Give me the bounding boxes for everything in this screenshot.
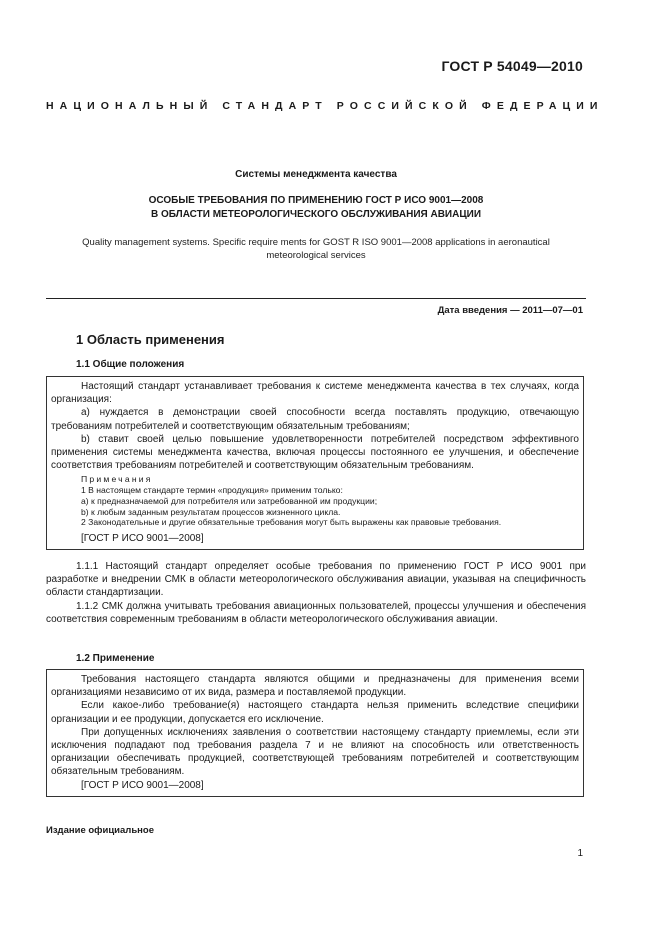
section-1-1-heading: 1.1 Общие положения [76,359,185,370]
title-en-line-1: Quality management systems. Specific require ments for GOST R ISO 9001—2008 applications in aeronautical [82,237,550,248]
note-line: 2 Законодательные и другие обязательные требования могут быть выражены как правовые требования. [81,517,502,528]
header-rule [46,298,586,299]
quote-box-1-1 [46,376,584,550]
box-paragraph: Требования настоящего стандарта являются общими и предназначены для применения всеми организациями независимо от их вида, размера и поставляемой продукции. [51,674,579,699]
note-line: b) к любым заданным результатам процессов жизненного цикла. [81,506,341,517]
section-1-heading: 1 Область применения [76,332,225,347]
document-subtitle: Системы менеджмента качества [235,169,397,180]
title-line-1: ОСОБЫЕ ТРЕБОВАНИЯ ПО ПРИМЕНЕНИЮ ГОСТ Р ИСО 9001—2008 [148,195,484,206]
national-standard-banner: НАЦИОНАЛЬНЫЙ СТАНДАРТ РОССИЙСКОЙ ФЕДЕРАЦИИ [46,100,604,112]
title-line-2: В ОБЛАСТИ МЕТЕОРОЛОГИЧЕСКОГО ОБСЛУЖИВАНИЯ АВИАЦИИ [150,209,482,220]
notes-label: Примечания [81,474,153,485]
official-edition-label: Издание официальное [46,825,154,836]
note-line: 1 В настоящем стандарте термин «продукция» применим только: [81,485,343,496]
box-paragraph: Если какое-либо требование(я) настоящего стандарта нельзя применить вследствие специфики организации и ее продукции, допускается его исключение. [51,700,579,725]
quote-box-1-2 [46,669,584,797]
page-number: 1 [577,848,583,859]
note-line: а) к предназначаемой для потребителя или затребованной им продукции; [81,496,378,507]
document-title-english [46,236,586,262]
clause-1-1-2: 1.1.2 СМК должна учитывать требования авиационных пользователей, процессы улучшения и обеспечения соответствия современным требованиям в области метеорологического обслуживания авиации. [46,600,586,625]
title-en-line-2: meteorological services [266,250,366,261]
section-1-2-heading: 1.2 Применение [76,653,155,664]
section-1-1-body [46,560,586,626]
box-paragraph: b) ставит своей целью повышение удовлетворенности потребителей посредством эффективного применения системы менеджмента качества, включая процессы постоянного ее улучшения, и обеспечение соответствия требованиям потребителей и соответствующим обязательным требованиям. [51,433,579,472]
box-reference: [ГОСТ Р ИСО 9001—2008] [81,532,204,544]
introduction-date: Дата введения — 2011—07—01 [437,305,583,316]
box-reference: [ГОСТ Р ИСО 9001—2008] [81,779,204,791]
box-paragraph: При допущенных исключениях заявления о соответствии настоящему стандарту приемлемы, если эти исключения подпадают под требования раздела 7 и не влияют на способность или ответственность организации обеспечивать продукцией, соответствующей требованиям потребителей и соответствующим обязательным требованиям. [51,726,579,778]
box-paragraph: а) нуждается в демонстрации своей способности всегда поставлять продукцию, отвечающую требованиям потребителей и соответствующим обязательным требованиям; [51,407,579,432]
box-paragraph: Настоящий стандарт устанавливает требования к системе менеджмента качества в тех случаях, когда организация: [51,381,579,406]
document-title [46,194,586,222]
standard-number: ГОСТ Р 54049—2010 [441,58,583,74]
clause-1-1-1: 1.1.1 Настоящий стандарт определяет особые требования по применению ГОСТ Р ИСО 9001 при разработке и внедрении СМК в области метеорологического обслуживания авиации, указывая на специфичность области стандартизации. [46,561,586,599]
